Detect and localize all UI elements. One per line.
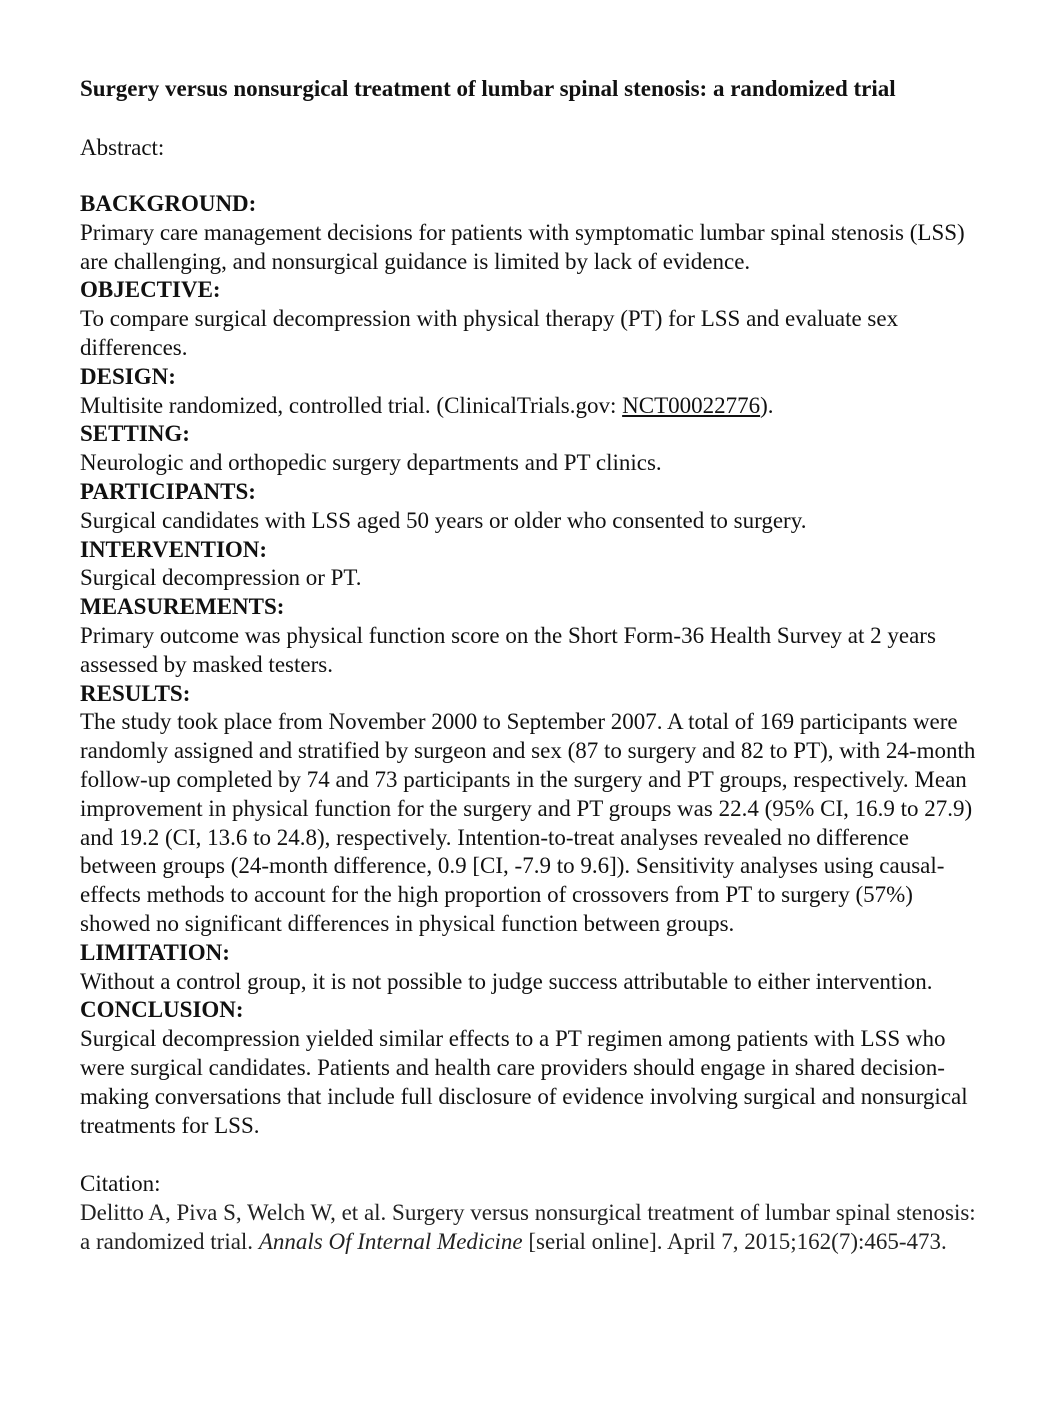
section-measurements (80, 593, 980, 679)
section-heading: SETTING: (80, 421, 190, 447)
section-participants (80, 478, 980, 536)
section-text: Without a control group, it is not possible to judge success attributable to either intervention. (80, 968, 933, 994)
section-background (80, 190, 980, 276)
citation-text (80, 1198, 980, 1256)
design-text-before: Multisite randomized, controlled trial. (ClinicalTrials.gov: (80, 392, 623, 418)
clinical-trials-link[interactable]: NCT00022776 (622, 392, 761, 418)
citation-text-before: Delitto A, Piva S, Welch W, et al. Surgery versus nonsurgical treatment of lumbar spinal stenosis: a randomized trial. (80, 1200, 976, 1255)
section-design (80, 363, 980, 421)
section-intervention (80, 536, 980, 594)
section-text (80, 392, 980, 421)
section-text: To compare surgical decompression with physical therapy (PT) for LSS and evaluate sex differences. (80, 306, 899, 360)
section-text: Surgical decompression or PT. (80, 565, 362, 591)
section-text: Surgical decompression yielded similar effects to a PT regimen among patients with LSS who were surgical candidates. Patients and health care providers should engage in shared decision-making conversations that include full disclosure of evidence involving surgical and nonsurgical treatments for LSS. (80, 1026, 968, 1138)
section-heading: CONCLUSION: (80, 997, 244, 1023)
section-text: Surgical candidates with LSS aged 50 years or older who consented to surgery. (80, 507, 807, 533)
section-text: Primary care management decisions for patients with symptomatic lumbar spinal stenosis (LSS) are challenging, and nonsurgical guidance is limited by lack of evidence. (80, 219, 965, 274)
section-heading: PARTICIPANTS: (80, 478, 256, 504)
document-page (80, 74, 980, 1256)
section-results (80, 680, 980, 939)
section-heading: MEASUREMENTS: (80, 594, 285, 620)
section-heading: RESULTS: (80, 680, 191, 706)
section-heading: DESIGN: (80, 363, 176, 389)
design-text-after: ). (760, 392, 774, 418)
citation-label: Citation: (80, 1171, 161, 1197)
citation-text-after: [serial online]. April 7, 2015;162(7):465-473. (522, 1229, 947, 1255)
section-text: Neurologic and orthopedic surgery departments and PT clinics. (80, 450, 662, 476)
section-objective (80, 276, 980, 362)
article-title: Surgery versus nonsurgical treatment of lumbar spinal stenosis: a randomized trial (80, 76, 896, 101)
section-text: Primary outcome was physical function score on the Short Form-36 Health Survey at 2 years assessed by masked testers. (80, 622, 936, 677)
section-conclusion (80, 996, 980, 1140)
section-heading: OBJECTIVE: (80, 277, 221, 303)
section-limitation (80, 939, 980, 997)
citation-journal: Annals Of Internal Medicine (258, 1229, 523, 1255)
section-setting (80, 420, 980, 478)
section-heading: BACKGROUND: (80, 191, 257, 216)
abstract-label: Abstract: (80, 135, 165, 160)
section-heading: LIMITATION: (80, 939, 230, 965)
section-heading: INTERVENTION: (80, 536, 268, 562)
section-text: The study took place from November 2000 to September 2007. A total of 169 participants were randomly assigned and stratified by surgeon and sex (87 to surgery and 82 to PT), with 24-month follow-up completed by 74 and 73 participants in the surgery and PT groups, respectively. Mean improvement in physical function for the surgery and PT groups was 22.4 (95% CI, 16.9 to 27.9) and 19.2 (CI, 13.6 to 24.8), respectively. Intention-to-treat analyses revealed no difference between groups (24-month difference, 0.9 [CI, -7.9 to 9.6]). Sensitivity analyses using causal-effects methods to account for the high proportion of crossovers from PT to surgery (57%) showed no significant differences in physical function between groups. (80, 709, 976, 936)
